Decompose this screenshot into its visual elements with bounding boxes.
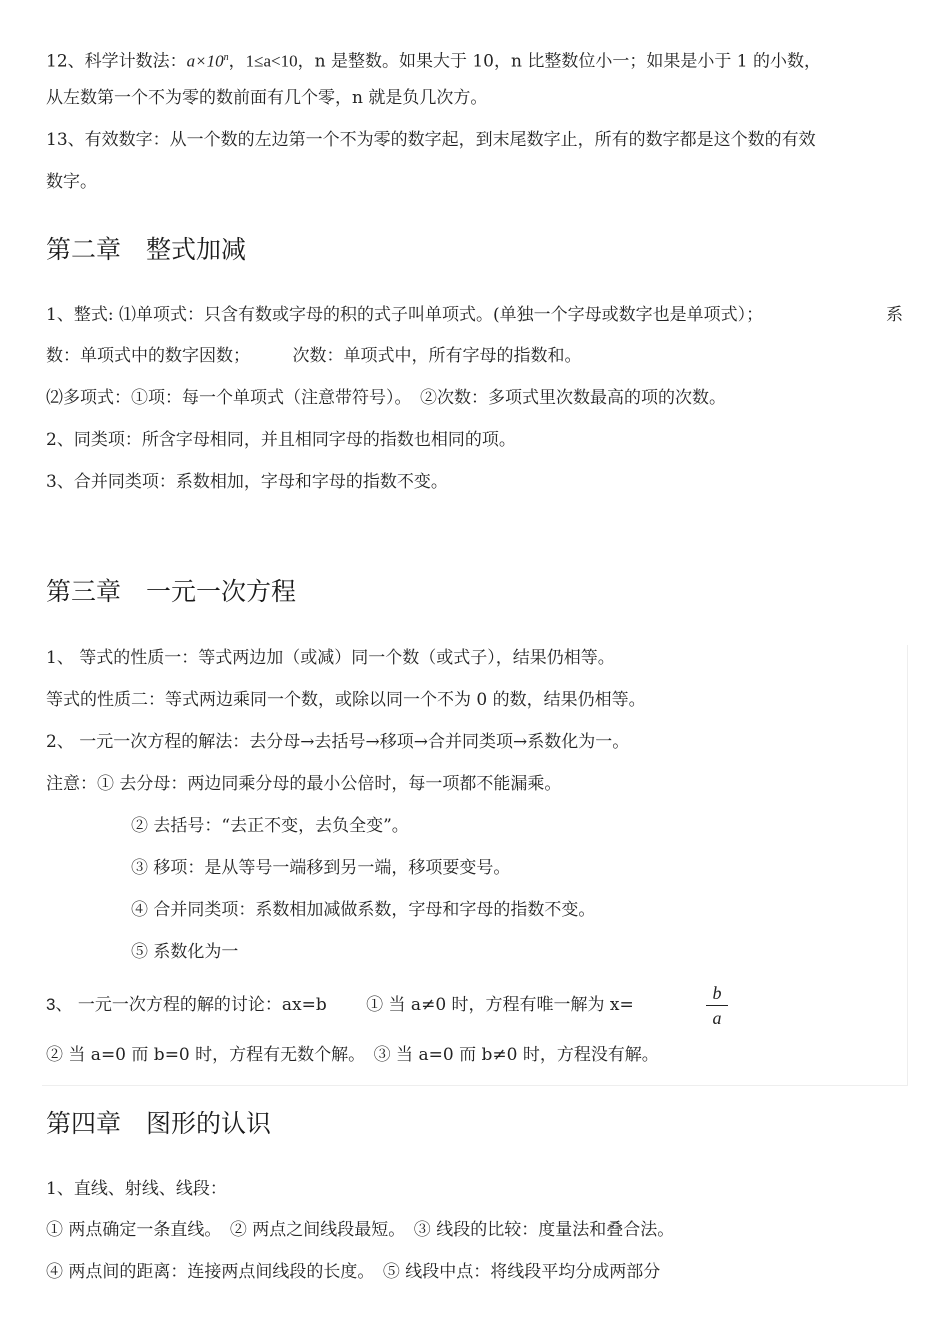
chapter-3-line-6: ③ 移项：是从等号一端移到另一端，移项要变号。 [131, 858, 511, 878]
chapter-2-title: 第二章 整式加减 [46, 235, 247, 264]
item-12-range: 1≤a<10 [245, 51, 298, 71]
chapter-3-line-4: 注意：① 去分母：两边同乘分母的最小公倍时，每一项都不能漏乘。 [46, 774, 562, 794]
item-12-formula: a×10 [186, 51, 224, 71]
chapter-2-line-4: 2、同类项：所含字母相同，并且相同字母的指数也相同的项。 [46, 430, 516, 450]
fraction-bar [706, 1005, 728, 1006]
chapter-3-line-7: ④ 合并同类项：系数相加减做系数，字母和字母的指数不变。 [131, 900, 596, 920]
chapter-2-line-1-tail: 系 [886, 305, 903, 325]
item-12-prefix: 12、科学计数法： [46, 51, 187, 72]
chapter-2-line-3: ⑵多项式：①项：每一个单项式（注意带符号）。 ②次数：多项式里次数最高的项的次数。 [46, 388, 726, 408]
item-13-line-2: 数字。 [46, 172, 97, 192]
chapter-3-line-3: 2、 一元一次方程的解法：去分母→去括号→移项→合并同类项→系数化为一。 [46, 732, 630, 752]
chapter-3-title: 第三章 一元一次方程 [46, 577, 297, 606]
fraction-numerator: b [712, 983, 722, 1003]
chapter-3-line-1: 1、 等式的性质一：等式两边加（或减）同一个数（或式子），结果仍相等。 [46, 648, 615, 668]
solution-fraction [706, 983, 728, 1028]
chapter-3-discussion-line [46, 993, 634, 1017]
chapter-2-line-5: 3、合并同类项：系数相加，字母和字母的指数不变。 [46, 472, 448, 492]
chapter-3-line-8: ⑤ 系数化为一 [131, 942, 239, 962]
chapter-4-line-2: ① 两点确定一条直线。 ② 两点之间线段最短。 ③ 线段的比较：度量法和叠合法。 [46, 1220, 675, 1240]
chapter-4-line-1: 1、直线、射线、线段： [46, 1179, 227, 1199]
chapter-2-line-1: 1、整式: ⑴单项式：只含有数或字母的积的式子叫单项式。(单独一个字母或数字也是单项式）； [46, 305, 764, 325]
item-13-line-1: 13、有效数字：从一个数的左边第一个不为零的数字起，到末尾数字止，所有的数字都是这个数的有效 [46, 130, 816, 150]
item-12-line-1 [46, 46, 821, 74]
chapter-3-line-2: 等式的性质二：等式两边乘同一个数，或除以同一个不为 0 的数，结果仍相等。 [46, 690, 646, 710]
item-12-rest: ，n 是整数。如果大于 10，n 比整数位小一；如果是小于 1 的小数， [297, 51, 821, 72]
item-12-formula-exponent: n [223, 52, 229, 63]
chapter-3-discussion-text: 一元一次方程的解的讨论：ax=b ① 当 a≠0 时，方程有唯一解为 x= [77, 995, 634, 1015]
chapter-3-last-line: ② 当 a=0 而 b=0 时，方程有无数个解。 ③ 当 a=0 而 b≠0 时，方程没有解。 [46, 1045, 659, 1065]
item-12-separator: ， [228, 51, 246, 72]
item-12-line-2: 从左数第一个不为零的数前面有几个零，n 就是负几次方。 [46, 88, 488, 108]
chapter-3-discussion-number: 3、 [46, 995, 73, 1014]
chapter-4-line-3: ④ 两点间的距离：连接两点间线段的长度。 ⑤ 线段中点：将线段平均分成两部分 [46, 1262, 661, 1282]
chapter-2-line-2: 数：单项式中的数字因数； 次数：单项式中，所有字母的指数和。 [46, 346, 582, 366]
chapter-4-title: 第四章 图形的认识 [46, 1109, 272, 1138]
chapter-3-line-5: ② 去括号：“去正不变，去负全变”。 [131, 816, 409, 836]
fraction-denominator: a [712, 1008, 722, 1028]
